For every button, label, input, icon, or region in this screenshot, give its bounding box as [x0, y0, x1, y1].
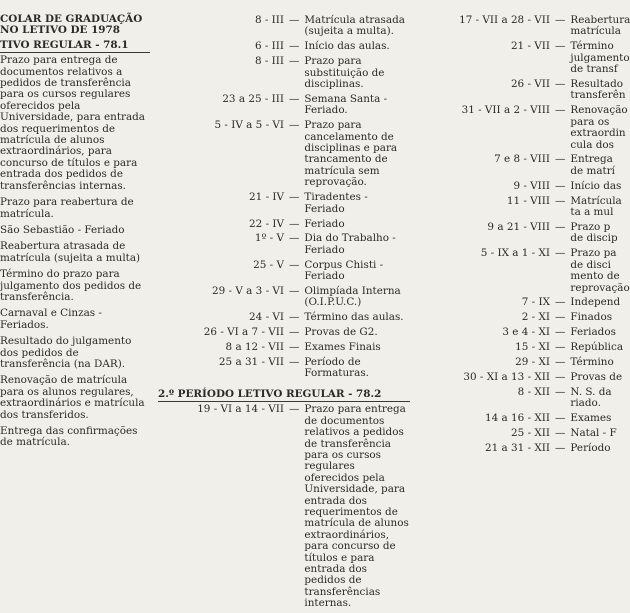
calendar-entry — [418, 78, 626, 102]
calendar-item-text: Entrega das confirmações de matrícula. — [0, 425, 138, 449]
entry-description — [570, 248, 629, 294]
calendar-heading-line-1: COLAR DE GRADUAÇÃO — [0, 13, 143, 25]
calendar-entry — [158, 233, 410, 256]
entry-description-line: para os — [570, 115, 610, 128]
calendar-item-text: Prazo para reabertura de matrícula. — [0, 196, 134, 220]
entry-description — [304, 342, 410, 353]
entry-description-line: matrícula — [570, 25, 621, 38]
calendar-entry — [158, 15, 410, 38]
entry-description-line: de transf — [570, 63, 618, 76]
period-1-items — [0, 55, 150, 449]
entry-description-line: Matrícula atrasada (sujeita a multa). — [304, 14, 405, 38]
entry-description — [304, 327, 410, 338]
entry-dash: — — [289, 326, 300, 339]
entry-description — [570, 79, 625, 102]
entry-date: 19 - VI a 14 - VII — [197, 403, 284, 416]
entry-description-line: Início das — [570, 179, 622, 192]
entry-description — [570, 41, 629, 75]
entry-description — [304, 357, 410, 380]
entry-dash: — — [555, 194, 566, 207]
entry-description-line: Tiradentes - Feriado — [304, 191, 368, 215]
entry-date: 8 - III — [254, 55, 284, 68]
entry-description-line: Período de Formaturas. — [304, 356, 369, 380]
calendar-entry — [158, 41, 410, 52]
entry-description-line: Prazo pa — [570, 247, 617, 260]
entry-dash: — — [555, 14, 566, 26]
calendar-entry — [158, 327, 410, 338]
calendar-entry — [158, 342, 410, 353]
entry-description — [570, 327, 616, 338]
entry-description — [570, 413, 611, 424]
entry-date: 21 - VII — [510, 40, 550, 53]
calendar-entry — [418, 104, 628, 151]
entry-date: 1º - V — [254, 232, 284, 245]
entry-description — [570, 372, 622, 383]
entry-dash: — — [555, 442, 566, 454]
entry-description-line: transferên — [570, 89, 626, 102]
calendar-entry — [418, 412, 612, 425]
entry-dash: — — [555, 311, 566, 324]
entry-description-line: riado. — [570, 397, 601, 410]
entry-dash: — — [289, 92, 300, 105]
entry-description-line: Exames Finais — [304, 341, 381, 354]
calendar-entry — [158, 219, 410, 230]
entry-description-line: julgamento — [570, 51, 630, 64]
calendar-entry — [418, 194, 622, 219]
entry-description — [304, 286, 410, 309]
entry-description-line: Dia do Trabalho - Feriado — [304, 232, 396, 256]
entry-dash: — — [555, 153, 566, 166]
entry-dash: — — [289, 403, 300, 416]
calendar-entry — [418, 427, 617, 440]
calendar-entry — [418, 247, 630, 294]
column-1 — [0, 14, 150, 454]
entry-dash: — — [289, 285, 300, 298]
calendar-item-text: Carnaval e Cinzas - Feriados. — [0, 307, 102, 331]
entry-date: 29 - V a 3 - VI — [212, 285, 284, 298]
entry-dash: — — [555, 296, 566, 309]
entry-description-line: Semana Santa - Feriado. — [304, 92, 388, 117]
entry-description-line: Término — [570, 356, 614, 369]
entry-dash: — — [555, 341, 566, 354]
calendar-item-text: Resultado do julgamento dos pedidos de transferência (na DAR). — [0, 335, 132, 370]
entry-description-line: de matrí — [570, 164, 616, 177]
calendar-entry — [418, 179, 622, 192]
period-2-rule — [158, 401, 410, 402]
calendar-item-text: Renovação de matrícula para os alunos regulares, extraordinários e matrícula dos transferidos. — [0, 374, 145, 421]
entry-date: 31 - VII a 2 - VIII — [461, 104, 550, 117]
entry-dash: — — [555, 247, 566, 260]
entry-dash: — — [289, 40, 300, 53]
entry-description-line: Olimpíada Interna (O.I.P.U.C.) — [304, 285, 401, 309]
calendar-entry — [418, 14, 630, 38]
entry-description — [304, 41, 410, 52]
entry-description-line: Feriados — [570, 326, 616, 339]
entry-description — [304, 56, 410, 90]
entry-description-line: cula dos — [570, 138, 614, 151]
entry-description — [304, 192, 410, 215]
entry-date: 7 - IX — [521, 296, 550, 309]
entry-description-line: Prazo para cancelamento de disciplinas e para trancamento de matrícula sem reprovação. — [304, 119, 398, 189]
entry-dash: — — [289, 341, 300, 354]
entry-dash: — — [289, 356, 300, 369]
entry-description — [304, 404, 410, 609]
entry-dash: — — [289, 119, 300, 132]
entry-description-line: Feriado — [304, 217, 345, 230]
entry-date: 21 a 31 - XII — [485, 442, 550, 454]
entry-date: 23 a 25 - III — [222, 92, 284, 105]
calendar-entry — [418, 40, 630, 76]
entry-dash: — — [289, 55, 300, 68]
entry-description-line: de discip — [570, 232, 618, 245]
entry-description — [304, 233, 410, 256]
calendar-entry — [418, 296, 621, 309]
calendar-entry — [158, 192, 410, 215]
entry-description-line: extraordin — [570, 127, 626, 140]
entry-dash: — — [289, 232, 300, 245]
calendar-entry — [418, 311, 613, 324]
entry-date: 7 e 8 - VIII — [494, 153, 550, 166]
entry-description — [570, 443, 610, 454]
calendar-entry — [418, 326, 616, 339]
entry-description-line: Prazo para entrega de documentos relativos a pedidos de transferência para os cursos regulares oferecidos pela Universidade, para entrada dos requerimentos de matrícula de alunos extraordinários, para concurso de títulos e para entrada dos pedidos de transferências internas. — [304, 403, 409, 610]
calendar-entry — [158, 312, 410, 323]
entry-date: 15 - XI — [515, 341, 550, 354]
entry-dash: — — [289, 14, 300, 26]
entry-dash: — — [555, 326, 566, 339]
entry-description-line: Entrega — [570, 153, 613, 166]
entry-description — [304, 15, 410, 38]
entry-date: 22 - IV — [249, 217, 284, 230]
entry-dash: — — [555, 356, 566, 369]
entry-description-line: Resultado — [570, 78, 623, 91]
entry-description-line: Reabertura — [570, 14, 630, 26]
entry-dash: — — [555, 78, 566, 91]
entry-description-line: Corpus Chisti - Feriado — [304, 258, 384, 283]
entry-date: 24 - VI — [249, 311, 284, 324]
entry-dash: — — [555, 370, 566, 383]
calendar-entry — [158, 286, 410, 309]
entry-dash: — — [289, 191, 300, 204]
entry-description-line: ta a mul — [570, 206, 614, 219]
entry-date: 21 - IV — [249, 191, 284, 204]
entry-description-line: reprovação — [570, 281, 630, 294]
calendar-entry — [418, 221, 618, 245]
entry-dash: — — [555, 40, 566, 53]
entry-description — [570, 342, 623, 353]
entry-description — [304, 219, 410, 230]
calendar-item-text: Término do prazo para julgamento dos pedidos de transferência. — [0, 268, 142, 303]
entry-date: 8 a 12 - VII — [225, 341, 284, 354]
entry-description-line: Renovação — [570, 104, 628, 117]
entry-description — [304, 260, 410, 283]
entry-description-line: Prazo para substituição de disciplinas. — [304, 55, 385, 91]
entry-description-line: mento de — [570, 270, 620, 283]
calendar-item-text: São Sebastião - Feriado — [0, 223, 125, 236]
entry-description-line: Exames — [570, 412, 612, 425]
column-3 — [418, 14, 630, 458]
calendar-item-text: Prazo para entrega de documentos relativos a pedidos de transferência para os cursos regulares oferecidos pela Universidade, para entrada dos requerimentos de matrícula de alunos extraordinários, para concurso de títulos e para entrada dos pedidos de transferências internas. — [0, 54, 146, 192]
entry-date: 3 e 4 - XI — [502, 326, 550, 339]
entry-description-line: Finados — [570, 311, 613, 324]
period-1-heading: TIVO REGULAR - 78.1 — [0, 38, 129, 51]
entry-dash: — — [555, 104, 566, 117]
calendar-heading-line-2: NO LETIVO DE 1978 — [0, 24, 120, 37]
entry-description — [570, 15, 630, 38]
entry-dash: — — [289, 217, 300, 230]
entry-dash: — — [555, 427, 566, 440]
entry-description — [570, 357, 613, 368]
entry-description-line: Matrícula — [570, 194, 622, 207]
entry-description — [570, 297, 620, 308]
period-1-rule — [0, 52, 150, 53]
entry-dash: — — [289, 311, 300, 324]
entry-date: 2 - XI — [521, 311, 550, 324]
calendar-entry — [158, 56, 410, 90]
entry-description — [570, 154, 615, 177]
entry-date: 26 - VI a 7 - VII — [203, 326, 284, 339]
entry-date: 26 - VII — [510, 78, 550, 91]
entry-date: 14 a 16 - XII — [485, 412, 550, 425]
period-2-schedule — [158, 404, 410, 609]
entry-date: 25 - V — [253, 258, 284, 271]
calendar-entry — [418, 442, 611, 454]
entry-description — [304, 94, 410, 117]
calendar-entry — [158, 94, 410, 117]
entry-description-line: República — [570, 341, 624, 354]
entry-date: 9 a 21 - VIII — [487, 221, 550, 233]
entry-description-line: Independ — [570, 296, 621, 309]
calendar-entry — [418, 356, 614, 369]
entry-description-line: Término — [570, 40, 614, 53]
entry-date: 6 - III — [254, 40, 284, 53]
entry-dash: — — [555, 221, 566, 233]
period-2-schedule-continued — [418, 14, 630, 454]
entry-description — [570, 181, 621, 192]
calendar-item-text: Reabertura atrasada de matrícula (sujeita a multa) — [0, 240, 141, 264]
entry-date: 8 - XII — [517, 385, 550, 398]
entry-description-line: Início das aulas. — [304, 40, 390, 53]
column-2 — [158, 15, 410, 613]
entry-description — [570, 196, 621, 219]
entry-date: 5 - IX a 1 - XI — [480, 247, 550, 260]
entry-date: 25 a 31 - VII — [218, 356, 284, 369]
entry-date: 30 - XI a 13 - XII — [463, 370, 550, 383]
entry-description-line: Período — [570, 442, 611, 454]
entry-date: 17 - VII a 28 - VII — [459, 14, 550, 26]
entry-date: 25 - XII — [511, 427, 550, 440]
entry-date: 11 - VIII — [506, 194, 550, 207]
calendar-entry — [418, 341, 624, 354]
calendar-entry — [418, 153, 616, 177]
calendar-entry — [418, 385, 612, 410]
entry-description — [304, 120, 410, 188]
calendar-entry — [158, 120, 410, 188]
entry-dash: — — [289, 258, 300, 271]
period-1-schedule — [158, 15, 410, 380]
entry-description-line: N. S. da — [570, 385, 612, 398]
entry-description-line: de disci — [570, 258, 611, 271]
entry-description-line: Provas de — [570, 370, 623, 383]
calendar-entry — [158, 357, 410, 380]
calendar-entry — [418, 370, 623, 383]
entry-description — [570, 428, 616, 439]
period-2-heading: 2.º PERÍODO LETIVO REGULAR - 78.2 — [158, 387, 382, 400]
period-2-section — [158, 389, 410, 610]
entry-description-line: Provas de G2. — [304, 326, 378, 339]
entry-date: 8 - III — [254, 14, 284, 26]
entry-description-line: Natal - F — [570, 427, 617, 440]
entry-dash: — — [555, 385, 566, 398]
entry-date: 29 - XI — [515, 356, 550, 369]
entry-dash: — — [555, 412, 566, 425]
calendar-entry — [158, 404, 410, 609]
entry-description — [570, 222, 617, 245]
calendar-entry — [158, 260, 410, 283]
entry-description — [570, 312, 612, 323]
entry-description — [570, 387, 611, 410]
entry-date: 5 - IV a 5 - VI — [214, 119, 284, 132]
entry-date: 9 - VIII — [513, 179, 550, 192]
entry-description — [304, 312, 410, 323]
entry-description — [570, 105, 627, 151]
entry-dash: — — [555, 179, 566, 192]
entry-description-line: Prazo p — [570, 221, 611, 233]
entry-description-line: Término das aulas. — [304, 311, 404, 324]
